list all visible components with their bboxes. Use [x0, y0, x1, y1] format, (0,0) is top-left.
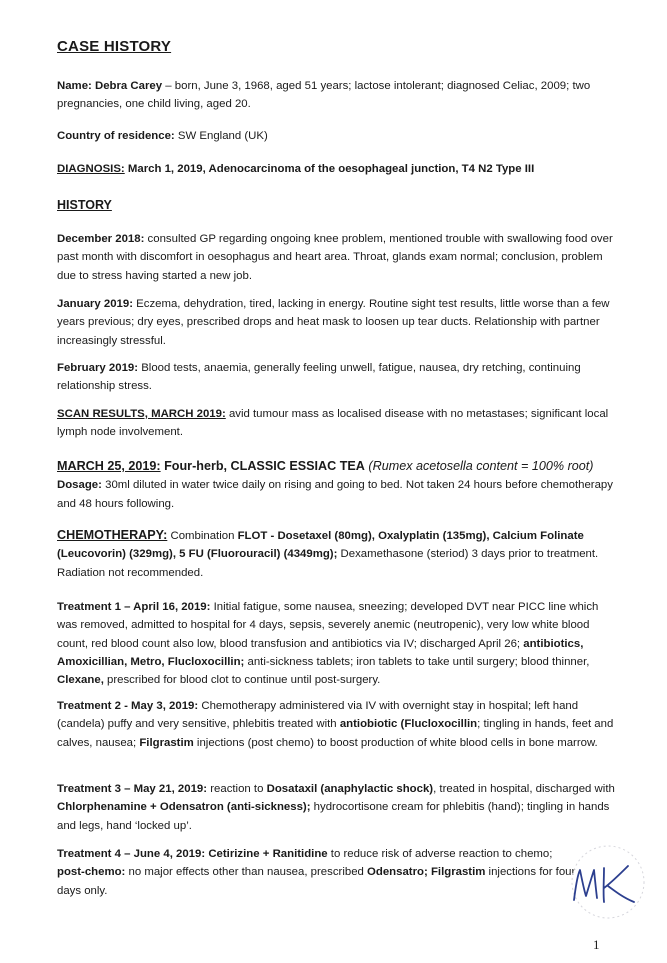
- treatment-1-text-3: prescribed for blood clot to continue until post-surgery.: [103, 674, 381, 687]
- scan-results-text: avid tumour mass as localised disease with no metastases; significant local lymph node involvement.: [57, 408, 609, 439]
- treatment-4-text-3: injections for four days only.: [57, 866, 576, 897]
- treatment-1-antibiotics: antibiotics, Amoxicillian, Metro, Flucloxocillin;: [57, 637, 584, 668]
- residence-text: SW England (UK): [174, 130, 268, 142]
- treatment-1-text-2: anti-sickness tablets; iron tablets to take until surgery; blood thinner,: [244, 655, 590, 668]
- page-title: CASE HISTORY: [57, 38, 172, 55]
- treatment-1-text-1: Initial fatigue, some nausea, sneezing; developed DVT near PICC line which was removed, admitted to hospital for 4 days, sepsis, severely anemic (neutropenic), very low white blood count, red blood count also low, blood transfusion and antibiotics via IV; discharged April 26;: [57, 601, 599, 650]
- jan-2019-label: January 2019:: [57, 298, 133, 310]
- treatment-3-text-3: hydrocortisone cream for phlebitis (hand); tingling in hands and legs, hand ‘locked up’.: [57, 801, 610, 832]
- essiac-paragraph: [57, 457, 617, 513]
- treatment-2-text-2: ; tingling in hands, feet and calves, nausea;: [57, 718, 614, 749]
- treatment-2-paragraph: [57, 697, 617, 752]
- treatment-3-text-1: reaction to: [207, 783, 267, 795]
- page-number: 1: [593, 937, 600, 952]
- treatment-2-text-1: Chemotherapy administered via IV with overnight stay in hospital; left hand (candela) puffy and very sensitive, phlebitis treated with: [57, 700, 579, 731]
- treatment-4-label: Treatment 4 – June 4, 2019:: [57, 848, 206, 860]
- essiac-note: (Rumex acetosella content = 100% root): [368, 459, 594, 473]
- history-jan-2019: [57, 295, 617, 350]
- treatment-3-dosataxil: Dosataxil (anaphylactic shock): [266, 783, 434, 795]
- treatment-1-paragraph: [57, 598, 617, 689]
- treatment-3-chlorphenamine: Chlorphenamine + Odensatron (anti-sickness);: [57, 801, 311, 814]
- essiac-date: MARCH 25, 2019:: [57, 459, 161, 473]
- chemotherapy-text-2: Dexamethasone (steriod) 3 days prior to treatment. Radiation not recommended.: [57, 548, 599, 579]
- feb-2019-text: Blood tests, anaemia, generally feeling unwell, fatigue, nausea, dry retching, continuing relationship stress.: [57, 362, 581, 393]
- treatment-4-odensatro: Odensatro; Filgrastim: [367, 866, 486, 879]
- dosage-label: Dosage:: [57, 479, 102, 492]
- treatment-4-text-1: to reduce risk of adverse reaction to chemo;: [327, 848, 553, 860]
- residence-label: Country of residence:: [57, 130, 175, 142]
- treatment-1-clexane: Clexane,: [57, 674, 104, 687]
- dec-2018-text: consulted GP regarding ongoing knee problem, mentioned trouble with swallowing food over past month with discomfort in oesophagus and heart area. Throat, glands exam normal; conclusion, problem due to stress having started a new job.: [57, 233, 613, 282]
- handwritten-signature: [560, 840, 650, 920]
- treatment-4-paragraph: [57, 845, 582, 900]
- diagnosis-paragraph: [57, 160, 617, 178]
- essiac-label: Four-herb, CLASSIC ESSIAC TEA: [160, 459, 365, 473]
- dec-2018-label: December 2018:: [57, 233, 145, 245]
- history-feb-2019: [57, 359, 617, 396]
- diagnosis-text: March 1, 2019, Adenocarcinoma of the oesophageal junction, T4 N2 Type III: [124, 163, 535, 175]
- chemotherapy-regimen: FLOT - Dosetaxel (80mg), Oxalyplatin (135mg), Calcium Folinate (Leucovorin) (329mg), 5 FU (Fluorouracil) (4349mg);: [57, 530, 584, 561]
- treatment-3-text-2: , treated in hospital, discharged with: [433, 783, 615, 795]
- chemotherapy-text-1: Combination: [167, 530, 238, 542]
- patient-name-text: – born, June 3, 1968, aged 51 years; lactose intolerant; diagnosed Celiac, 2009; two pregnancies, one child living, aged 20.: [57, 80, 591, 111]
- jan-2019-text: Eczema, dehydration, tired, lacking in energy. Routine sight test results, little worse than a few years previous; dry eyes, prescribed drops and heat mask to loosen up tear ducts. Relationship with partner increasingly stressful.: [57, 298, 610, 347]
- treatment-4-cetirizine: Cetirizine + Ranitidine: [205, 848, 328, 860]
- treatment-2-label: Treatment 2 - May 3, 2019:: [57, 700, 199, 712]
- dosage-text: 30ml diluted in water twice daily on rising and going to bed. Not taken 24 hours before chemotherapy and 48 hours following.: [57, 479, 613, 510]
- history-dec-2018: [57, 230, 617, 285]
- feb-2019-label: February 2019:: [57, 362, 139, 374]
- treatment-2-filgrastim: Filgrastim: [139, 736, 194, 749]
- scan-results-label: SCAN RESULTS, MARCH 2019:: [57, 408, 226, 420]
- treatment-1-label: Treatment 1 – April 16, 2019:: [57, 601, 211, 613]
- chemotherapy-label: CHEMOTHERAPY:: [57, 528, 168, 542]
- treatment-2-antibiotic: antiobiotic (Flucloxocillin: [339, 718, 478, 731]
- diagnosis-label: DIAGNOSIS:: [57, 163, 125, 175]
- patient-name-label: Name: Debra Carey: [57, 80, 163, 92]
- treatment-4-text-2: no major effects other than nausea, prescribed: [125, 866, 368, 879]
- patient-name-paragraph: [57, 77, 617, 114]
- scan-results-paragraph: [57, 405, 617, 442]
- treatment-4-post-chemo: post-chemo:: [57, 866, 126, 879]
- history-heading: HISTORY: [57, 198, 112, 212]
- treatment-2-text-3: injections (post chemo) to boost production of white blood cells in bone marrow.: [193, 736, 598, 749]
- treatment-3-paragraph: [57, 780, 617, 835]
- treatment-3-label: Treatment 3 – May 21, 2019:: [57, 783, 208, 795]
- chemotherapy-paragraph: [57, 526, 617, 582]
- residence-paragraph: [57, 127, 617, 145]
